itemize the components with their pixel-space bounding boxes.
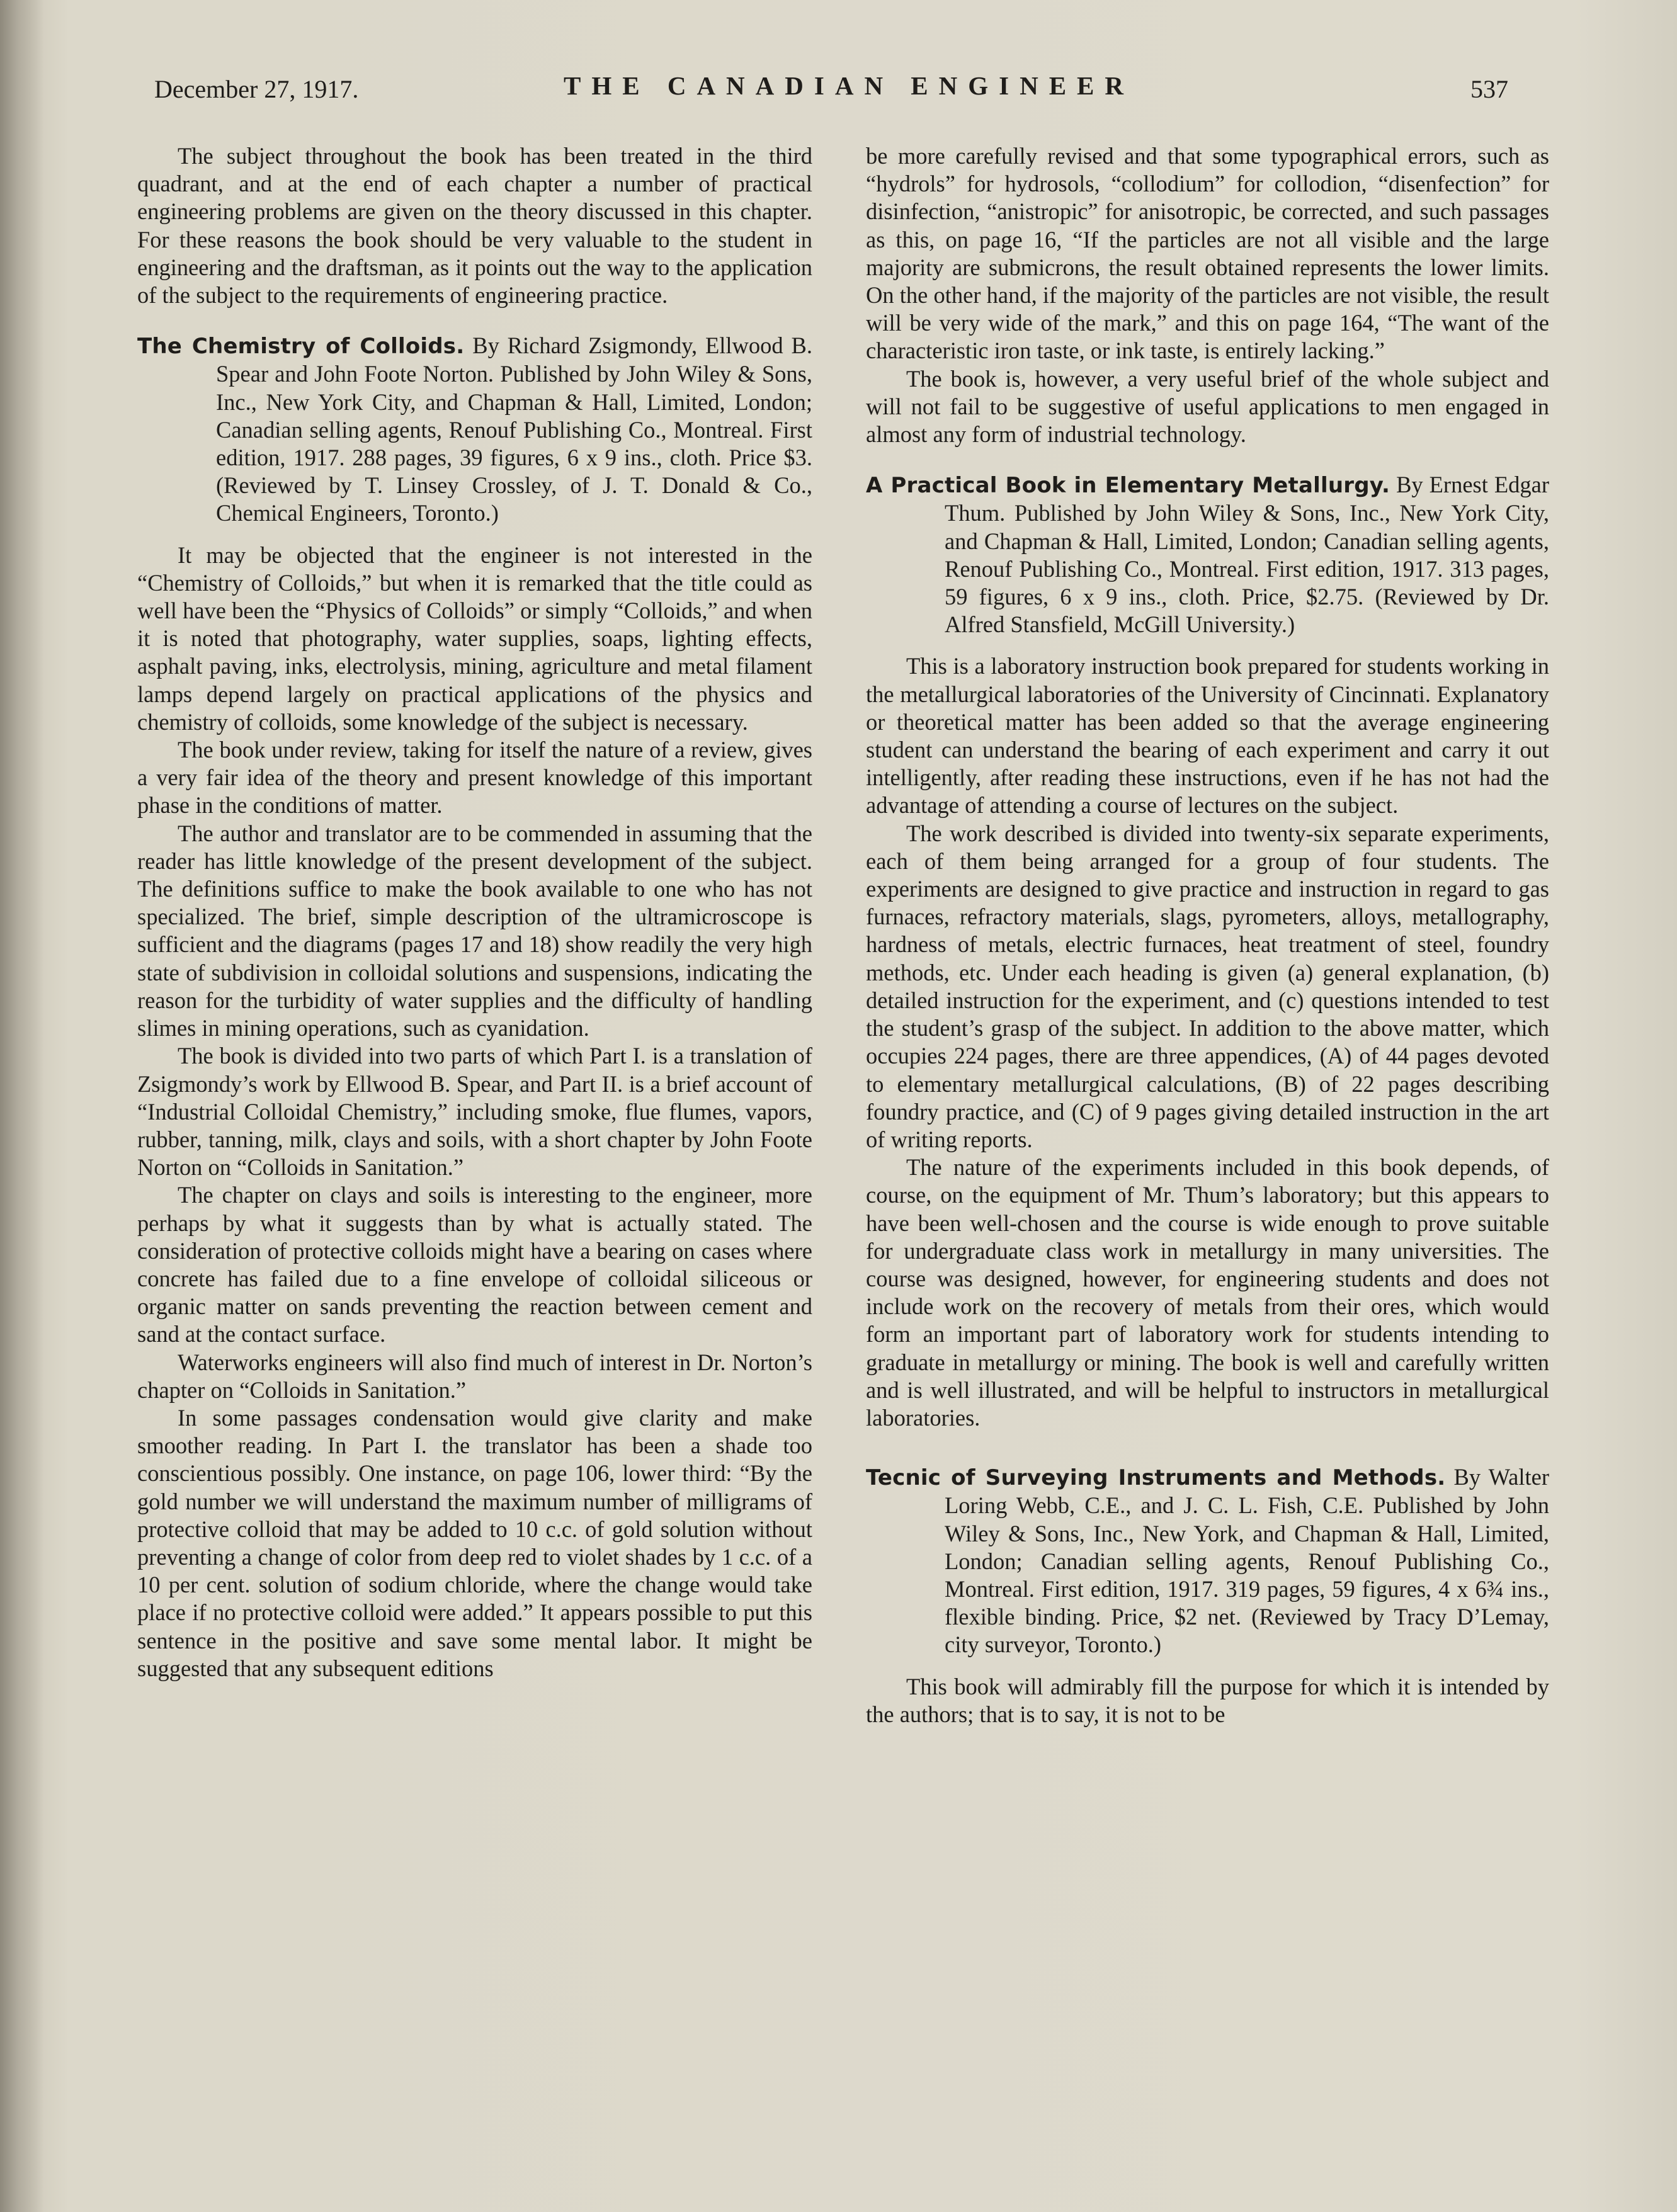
page-binding-shadow — [0, 0, 44, 2212]
review-title-colloids: The Chemistry of Colloids. — [137, 334, 465, 360]
metallurgy-paragraph: The nature of the experiments included in this book depends, of course, on the equipment of Mr. Thum’s laboratory; but this appears to have been well-chosen and the course is wide enough to prove suitable for undergraduate class work in metallurgy in many universities. The course was designed, however, for engineering students and does not include work on the recovery of metals from their ores, which would form an important part of laboratory work for students intending to graduate in metallurgy or mining. The book is well and carefully written and is well illustrated, and will be helpful to instructors in metallurgical laboratories. — [866, 1154, 1549, 1431]
colloids-paragraph: The book under review, taking for itself the nature of a review, gives a very fair idea of the theory and present knowledge of this important phase in the conditions of matter. — [137, 737, 812, 819]
left-column — [137, 142, 812, 1682]
intro-paragraph: The subject throughout the book has been treated in the third quadrant, and at the end of each chapter a number of practical engineering problems are given on the theory discussed in this chapter. For these reasons the book should be very valuable to the student in engineering and the draftsman, as it points out the way to the application of the subject to the requirements of engineering practice. — [137, 143, 812, 309]
colloids-paragraph: The chapter on clays and soils is interesting to the engineer, more perhaps by what it suggests than by what is actually stated. The consideration of protective colloids might have a bearing on cases where concrete has failed due to a fine envelope of colloidal siliceous or organic matter on sands preventing the reaction between cement and sand at the contact surface. — [137, 1182, 812, 1347]
review-heading-surveying — [866, 1463, 1549, 1659]
colloids-closing-paragraph: The book is, however, a very useful brief of the whole subject and will not fail to be suggestive of useful applications to men engaged in almost any form of industrial technology. — [866, 365, 1549, 448]
colloids-paragraph: In some passages condensation would give clarity and make smoother reading. In Part I. the translator has been a shade too conscientious possibly. One instance, on page 106, lower third: “By the gold number we will understand the maximum number of milligrams of protective colloid that may be added to 10 c.c. of gold solution without preventing a change of color from deep red to violet shades by 1 c.c. of a 10 per cent. solution of sodium chloride, where the change would take place if no protective colloid were added.” It appears possible to put this sentence in the positive and save some mental labor. It might be suggested that any subsequent editions — [137, 1404, 812, 1681]
review-title-metallurgy: A Practical Book in Elementary Metallurgy. — [866, 473, 1390, 499]
colloids-continuation-paragraph: be more carefully revised and that some typographical errors, such as “hydrols” for hydrosols, “collodium” for collodion, “disenfection” for disinfection, “anistropic” for anisotropic, be corrected, and such passages as this, on page 16, “If the particles are not all visible and the large majority are submicrons, the result obtained represents the lower limits. On the other hand, if the majority of the particles are not visible, the result will be very wide of the mark,” and this on page 164, “The want of the characteristic iron taste, or ink taste, is entirely lacking.” — [866, 143, 1549, 364]
review-byline-colloids: By Richard Zsigmondy, Ellwood B. Spear and John Foote Norton. Published by John Wiley & Sons, Inc., New York City, and Chapman & Hall, Limited, London; Canadian selling agents, Renouf Publishing Co., Montreal. First edition, 1917. 288 pages, 39 figures, 6 x 9 ins., cloth. Price $3. (Reviewed by T. Linsey Crossley, of J. T. Donald & Co., Chemical Engineers, Toronto.) — [216, 332, 812, 526]
colloids-paragraph: It may be objected that the engineer is not interested in the “Chemistry of Colloids,” but when it is remarked that the title could as well have been the “Physics of Colloids” or simply “Colloids,” and when it is noted that photography, water supplies, soaps, lighting effects, asphalt paving, inks, electrolysis, mining, agriculture and metal filament lamps depend largely on practical applications of the physics and chemistry of colloids, some knowledge of the subject is necessary. — [137, 542, 812, 735]
review-heading-colloids — [137, 332, 812, 527]
review-heading-metallurgy — [866, 471, 1549, 638]
metallurgy-paragraph: The work described is divided into twenty-six separate experiments, each of them being arranged for a group of four students. The experiments are designed to give practice and instruction in regard to gas furnaces, refractory materials, slags, pyrometers, alloys, metallography, hardness of metals, electric furnaces, heat treatment of steel, foundry methods, etc. Under each heading is given (a) general explanation, (b) detailed instruction for the experiment, and (c) questions intended to test the student’s grasp of the subject. In addition to the above matter, which occupies 224 pages, there are three appendices, (A) of 44 pages devoted to elementary metallurgical calculations, (B) of 22 pages describing foundry practice, and (C) of 9 pages giving detailed instruction in the art of writing reports. — [866, 820, 1549, 1152]
review-byline-metallurgy: By Ernest Edgar Thum. Published by John Wiley & Sons, Inc., New York City, and Chapman & Hall, Limited, London; Canadian selling agents, Renouf Publishing Co., Montreal. First edition, 1917. 313 pages, 59 figures, 6 x 9 ins., cloth. Price, $2.75. (Reviewed by Dr. Alfred Stansfield, McGill University.) — [945, 472, 1549, 638]
colloids-paragraph: Waterworks engineers will also find much of interest in Dr. Norton’s chapter on “Colloids in Sanitation.” — [137, 1349, 812, 1403]
right-column — [866, 142, 1549, 1728]
header-page-number: 537 — [1470, 75, 1508, 103]
running-header — [154, 71, 1508, 108]
header-date: December 27, 1917. — [154, 75, 359, 103]
colloids-paragraph: The author and translator are to be commended in assuming that the reader has little knowledge of the present development of the subject. The definitions suffice to make the book available to one who has not specialized. The brief, simple description of the ultramicroscope is sufficient and the diagrams (pages 17 and 18) show readily the very high state of subdivision in colloidal solutions and suspensions, indicating the reason for the turbidity of water supplies and the difficulty of handling slimes in mining operations, such as cyanidation. — [137, 820, 812, 1041]
review-title-surveying: Tecnic of Surveying Instruments and Methods. — [866, 1465, 1446, 1491]
header-journal-title: THE CANADIAN ENGINEER — [564, 71, 1135, 100]
surveying-paragraph: This book will admirably fill the purpose for which it is intended by the authors; that is to say, it is not to be — [866, 1673, 1549, 1727]
colloids-paragraph: The book is divided into two parts of which Part I. is a translation of Zsigmondy’s work by Ellwood B. Spear, and Part II. is a brief account of “Industrial Colloidal Chemistry,” including smoke, flue flumes, vapors, rubber, tanning, milk, clays and soils, with a short chapter by John Foote Norton on “Colloids in Sanitation.” — [137, 1043, 812, 1181]
review-byline-surveying: By Walter Loring Webb, C.E., and J. C. L. Fish, C.E. Published by John Wiley & Sons, Inc., New York, and Chapman & Hall, Limited, London; Canadian selling agents, Renouf Publishing Co., Montreal. First edition, 1917. 319 pages, 59 figures, 4 x 6¾ ins., flexible binding. Price, $2 net. (Reviewed by Tracy D’Lemay, city surveyor, Toronto.) — [945, 1464, 1549, 1658]
section-spacer — [866, 1432, 1549, 1441]
metallurgy-paragraph: This is a laboratory instruction book prepared for students working in the metallurgical laboratories of the University of Cincinnati. Explanatory or theoretical matter has been added so that the average engineering student can understand the bearing of each experiment and carry it out intelligently, after reading these instructions, even if he has not had the advantage of attending a course of lectures on the subject. — [866, 653, 1549, 819]
